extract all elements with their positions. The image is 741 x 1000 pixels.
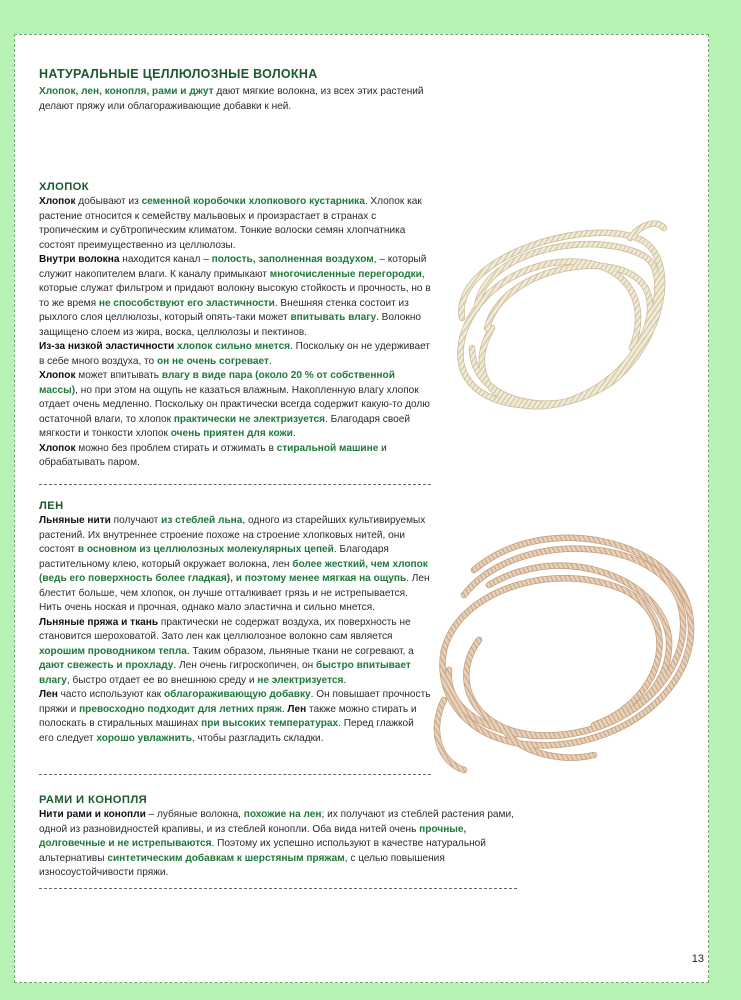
body-text: .	[343, 674, 347, 686]
bold-term: Внутри волокна	[39, 254, 120, 265]
body-text: . Лен блестит больше, чем хлопок, он лучше отталкивает грязь и не истрепывается. Нить очень ноская и прочная, однако мало эластична и сильно мнется.	[39, 573, 430, 613]
cotton-yarn-image	[432, 208, 682, 443]
bold-term: Лен	[39, 689, 58, 700]
cotton-paragraph-3	[39, 340, 431, 369]
highlight-text: из стеблей льна	[161, 515, 243, 526]
body-text: и обрабатывать паром.	[39, 442, 387, 468]
body-text: . Благодаря своей мягкости и тонкости хлопок	[39, 413, 410, 439]
body-text: , одного из старейших культивируемых растений. Их внутреннее строение похоже на строение хлопковых нитей, они состоят	[39, 515, 426, 555]
bold-term: Льняные нити	[39, 515, 111, 526]
section-divider	[39, 774, 431, 775]
cotton-section	[39, 181, 431, 471]
highlight-text: впитывать влагу	[290, 312, 377, 323]
highlight-text: синтетическим добавкам к шерстяным пряжам	[107, 852, 345, 864]
body-text: . Он повышает прочность пряжи и	[39, 689, 431, 715]
flax-section	[39, 500, 431, 746]
cotton-paragraph-2	[39, 253, 431, 340]
cotton-paragraph-4	[39, 369, 431, 442]
highlight-text: не способствуют его эластичности	[98, 297, 275, 309]
section-divider	[39, 484, 431, 485]
ramie-section	[39, 794, 519, 881]
body-text: часто используют как	[57, 689, 164, 700]
body-text: – лубяные волокна,	[145, 809, 244, 820]
highlight-text: дают свежесть и прохладу	[39, 660, 174, 671]
body-text: добывают из	[75, 196, 142, 207]
body-text: получают	[110, 515, 162, 526]
body-text: , но при этом на ощупь не казаться влажным. Накопленную влагу хлопок отдает очень медленно. Поскольку он практически всегда содержит какую-то долю остаточной влаги, то хлопок	[39, 384, 430, 425]
highlight-text: практически не электризуется	[173, 413, 326, 425]
highlight-text: быстро впитывает влагу	[39, 660, 411, 686]
bold-term: Лен	[287, 703, 307, 715]
ramie-section-title: РАМИ И КОНОПЛЯ	[39, 794, 148, 806]
highlight-text: прочные, долговечные и не истрепываются	[39, 823, 467, 849]
highlight-text: влагу в виде пара (около 20 % от собственной массы)	[39, 370, 395, 396]
bold-term: Хлопок	[39, 370, 76, 381]
body-text: . Волокно защищено слоем из жира, воска, целлюлозы и пектинов.	[39, 312, 422, 338]
body-text: , с целью повышения износоустойчивости пряжи.	[39, 852, 445, 878]
highlight-text: очень приятен для кожи	[170, 428, 293, 439]
flax-paragraph-2	[39, 616, 431, 689]
bold-term: Из-за низкой эластичности	[39, 341, 175, 352]
body-text: .	[268, 355, 272, 367]
linen-yarn-image	[404, 500, 704, 780]
highlight-text: стиральной машине	[276, 442, 379, 454]
highlight-text: похожие на лен	[243, 809, 322, 820]
body-text: . Перед глажкой его следует	[39, 718, 414, 744]
body-text: , – который служит накопителем влаги. К каналу примыкают	[39, 254, 427, 280]
highlight-text: семенной коробочки хлопкового кустарника	[141, 196, 365, 207]
body-text: . Хлопок как растение относится к семейству мальвовых и произрастает в странах с тропическим и субтропическим климатом. Тонкие волоски семян хлопчатника состоят преимущественно из целлюлозы.	[39, 196, 422, 251]
ramie-paragraph-1	[39, 808, 519, 881]
intro-paragraph	[39, 85, 439, 114]
cotton-section-title: ХЛОПОК	[39, 181, 89, 193]
body-text: . Поскольку он не удерживает в себе много воздуха, то	[39, 341, 431, 367]
highlight-text: облагораживающую добавку	[163, 689, 311, 700]
bold-term: Льняные пряжа и ткань	[39, 616, 159, 628]
body-text: также можно стирать и полоскать в стиральных машинах	[39, 703, 417, 729]
body-text: . Таким образом, льняные ткани не согревают, а	[186, 645, 414, 657]
bold-term: Хлопок	[39, 196, 76, 207]
body-text: практически не содержат воздуха, их поверхность не становится шероховатой. Зато лен как целлюлозное волокно сам является	[39, 616, 411, 642]
body-text: .	[281, 703, 288, 715]
intro-highlight: Хлопок, лен, конопля, рами и джут	[39, 86, 214, 97]
body-text: , быстро отдает ее во внешнюю среду и	[66, 674, 258, 686]
highlight-text: полость, заполненная воздухом	[211, 254, 374, 265]
body-text: , которые служат фильтром и придают волокну высокую стойкость и прочность, но в то же время	[39, 268, 431, 309]
body-text: . Благодаря растительному клею, который окружает волокна, лен	[39, 544, 389, 570]
body-text: ; их получают из стеблей растения рами, одной из разновидностей крапивы, и из стеблей конопли. Оба вида нитей очень	[39, 809, 514, 835]
highlight-text: он не очень согревает	[156, 355, 269, 367]
page-number: 13	[691, 953, 704, 965]
section-divider	[39, 888, 517, 889]
highlight-text: хлопок сильно мнется	[177, 341, 291, 352]
cotton-paragraph-1	[39, 195, 431, 253]
flax-paragraph-1	[39, 514, 431, 616]
intro-text: дают мягкие волокна, из всех этих растений делают пряжу или облагораживающие добавки к ней.	[39, 86, 424, 112]
highlight-text: при высоких температурах	[201, 718, 339, 729]
body-text: , чтобы разгладить складки.	[191, 732, 324, 744]
bold-term: Хлопок	[39, 442, 76, 454]
bold-term: Нити рами и конопли	[39, 809, 146, 820]
highlight-text: в основном из целлюлозных молекулярных цепей	[77, 544, 334, 555]
body-text: может впитывать	[75, 370, 162, 381]
highlight-text: хорошим проводником тепла	[39, 645, 187, 657]
highlight-text: не электризуется	[257, 674, 344, 686]
body-text: . Поэтому их успешно используют в качестве натуральной альтернативы	[39, 838, 486, 864]
body-text: . Внешняя стенка состоит из рыхлого слоя целлюлозы, который опять-таки может	[39, 297, 409, 323]
body-text: . Лен очень гигроскопичен, он	[173, 660, 317, 671]
flax-section-title: ЛЕН	[39, 500, 64, 512]
cotton-paragraph-5	[39, 442, 431, 471]
body-text: находится канал –	[119, 254, 212, 265]
highlight-text: хорошо увлажнить	[96, 732, 192, 744]
page-title: НАТУРАЛЬНЫЕ ЦЕЛЛЮЛОЗНЫЕ ВОЛОКНА	[39, 67, 318, 81]
body-text: можно без проблем стирать и отжимать в	[75, 442, 277, 454]
flax-paragraph-3	[39, 688, 431, 746]
highlight-text: более жесткий, чем хлопок (ведь его поверхность более гладкая), и поэтому менее мягкая на ощупь	[39, 558, 428, 584]
highlight-text: превосходно подходит для летних пряж	[79, 703, 282, 715]
body-text: .	[292, 428, 296, 439]
highlight-text: многочисленные перегородки	[269, 268, 422, 280]
